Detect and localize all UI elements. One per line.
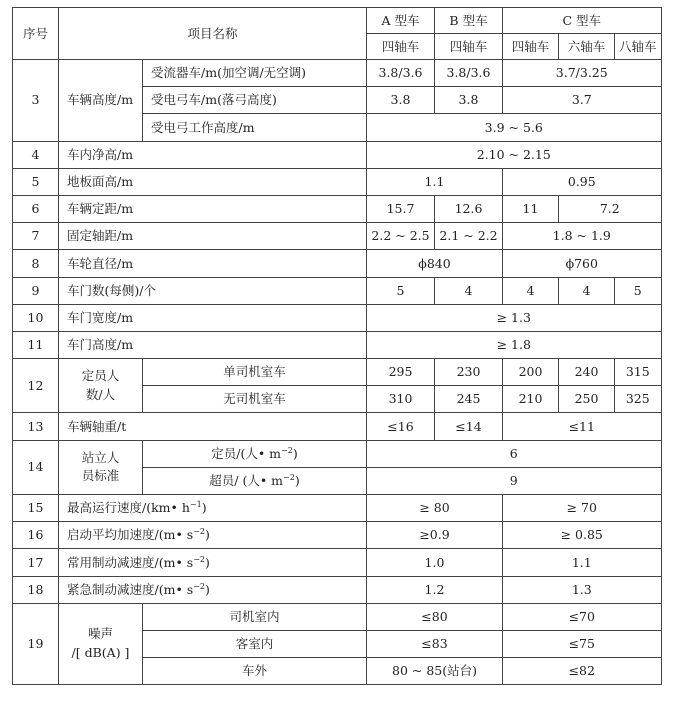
cell-value: 1.1: [503, 549, 662, 576]
cell-value: ≤75: [503, 630, 662, 657]
header-type-a: A 型车: [367, 8, 435, 34]
sub-label: 司机室内: [143, 603, 367, 630]
cell-value: 250: [559, 386, 615, 413]
header-seq: 序号: [13, 8, 59, 60]
row-label: 启动平均加速度/(m• $s^{-2}$): [59, 522, 367, 549]
cell-value: 310: [367, 386, 435, 413]
row-label-line-2: /[ dB(A) ]: [71, 645, 130, 661]
cell-value: 295: [367, 359, 435, 386]
cell-value: ≥ 80: [367, 495, 503, 522]
cell-value: 3.7: [503, 87, 662, 114]
table-row: [13, 250, 662, 277]
cell-value: ≥ 1.3: [367, 304, 662, 331]
table-row: [13, 331, 662, 358]
cell-value: 3.8: [435, 87, 503, 114]
table-row: [13, 576, 662, 603]
cell-value: 200: [503, 359, 559, 386]
cell-value: 9: [367, 467, 662, 494]
sub-label: 车外: [143, 658, 367, 685]
row-number: 12: [13, 359, 59, 413]
spec-table-container: [12, 7, 662, 685]
cell-value: 4: [559, 277, 615, 304]
cell-value: ≤83: [367, 630, 503, 657]
cell-value: ϕ760: [503, 250, 662, 277]
row-label-line-2: 员标准: [81, 468, 120, 484]
row-label-line-1: 站立人: [81, 449, 120, 465]
cell-value: ≤70: [503, 603, 662, 630]
sub-label: 无司机室车: [143, 386, 367, 413]
cell-value: 210: [503, 386, 559, 413]
cell-value: 245: [435, 386, 503, 413]
cell-value: 0.95: [503, 168, 662, 195]
cell-value: 230: [435, 359, 503, 386]
row-number: 10: [13, 304, 59, 331]
cell-value: ≤80: [367, 603, 503, 630]
sub-label: 客室内: [143, 630, 367, 657]
header-type-b: B 型车: [435, 8, 503, 34]
table-row: [13, 277, 662, 304]
cell-value: 1.1: [367, 168, 503, 195]
cell-value: 1.8 ~ 1.9: [503, 223, 662, 250]
row-label: 车门宽度/m: [59, 304, 367, 331]
cell-value: 3.8/3.6: [435, 60, 503, 87]
row-number: 5: [13, 168, 59, 195]
row-label: [59, 603, 143, 685]
row-label: 车轮直径/m: [59, 250, 367, 277]
row-label: [59, 440, 143, 494]
cell-value: 1.0: [367, 549, 503, 576]
row-label: 车辆定距/m: [59, 195, 367, 222]
row-number: 11: [13, 331, 59, 358]
cell-value: ϕ840: [367, 250, 503, 277]
table-row: [13, 495, 662, 522]
cell-value: 12.6: [435, 195, 503, 222]
table-row: [13, 522, 662, 549]
cell-value: ≤82: [503, 658, 662, 685]
row-number: 17: [13, 549, 59, 576]
cell-value: 2.1 ~ 2.2: [435, 223, 503, 250]
sub-label: 受电弓工作高度/m: [143, 114, 367, 141]
vehicle-spec-table: [12, 7, 662, 685]
row-number: 14: [13, 440, 59, 494]
cell-value: 15.7: [367, 195, 435, 222]
row-label: 车辆轴重/t: [59, 413, 367, 440]
row-number: 13: [13, 413, 59, 440]
cell-value: 6: [367, 440, 662, 467]
sub-label: 单司机室车: [143, 359, 367, 386]
cell-value: 3.8: [367, 87, 435, 114]
table-row: [13, 60, 662, 87]
row-number: 15: [13, 495, 59, 522]
table-row: [13, 359, 662, 386]
cell-value: ≥0.9: [367, 522, 503, 549]
table-row: [13, 141, 662, 168]
cell-value: 5: [367, 277, 435, 304]
row-number: 4: [13, 141, 59, 168]
row-label: 车辆高度/m: [59, 60, 143, 142]
header-c-six-axle: 六轴车: [559, 34, 615, 60]
header-a-four-axle: 四轴车: [367, 34, 435, 60]
row-label: 车内净高/m: [59, 141, 367, 168]
table-row: [13, 304, 662, 331]
header-type-c: C 型车: [503, 8, 662, 34]
table-row: [13, 195, 662, 222]
row-label: 地板面高/m: [59, 168, 367, 195]
table-row: [13, 603, 662, 630]
table-row: [13, 223, 662, 250]
sub-label: 受流器车/m(加空调/无空调): [143, 60, 367, 87]
row-label: [59, 359, 143, 413]
row-number: 18: [13, 576, 59, 603]
cell-value: 5: [615, 277, 662, 304]
cell-value: 11: [503, 195, 559, 222]
row-number: 6: [13, 195, 59, 222]
cell-value: 80 ~ 85(站台): [367, 658, 503, 685]
header-c-eight-axle: 八轴车: [615, 34, 662, 60]
header-row-1: [13, 8, 662, 34]
cell-value: ≤16: [367, 413, 435, 440]
row-label: 最高运行速度/(km• $h^{-1}$): [59, 495, 367, 522]
row-number: 7: [13, 223, 59, 250]
header-b-four-axle: 四轴车: [435, 34, 503, 60]
cell-value: ≥ 70: [503, 495, 662, 522]
cell-value: 7.2: [559, 195, 662, 222]
cell-value: ≤14: [435, 413, 503, 440]
table-row: [13, 549, 662, 576]
cell-value: 315: [615, 359, 662, 386]
cell-value: 1.2: [367, 576, 503, 603]
row-label: 常用制动减速度/(m• $s^{-2}$): [59, 549, 367, 576]
cell-value: 2.10 ~ 2.15: [367, 141, 662, 168]
sub-label: 定员/(人• $m^{-2}$): [143, 440, 367, 467]
cell-value: 325: [615, 386, 662, 413]
row-number: 19: [13, 603, 59, 685]
cell-value: 240: [559, 359, 615, 386]
row-number: 3: [13, 60, 59, 142]
cell-value: 1.3: [503, 576, 662, 603]
cell-value: 3.8/3.6: [367, 60, 435, 87]
cell-value: 4: [503, 277, 559, 304]
row-number: 9: [13, 277, 59, 304]
sub-label: 超员/ (人• $m^{-2}$): [143, 467, 367, 494]
row-label: 固定轴距/m: [59, 223, 367, 250]
row-label: 紧急制动减速度/(m• $s^{-2}$): [59, 576, 367, 603]
cell-value: 3.9 ~ 5.6: [367, 114, 662, 141]
row-number: 16: [13, 522, 59, 549]
row-label: 车门高度/m: [59, 331, 367, 358]
cell-value: ≥ 1.8: [367, 331, 662, 358]
row-label: 车门数(每侧)/个: [59, 277, 367, 304]
row-label-line-2: 数/人: [85, 386, 116, 402]
row-label-line-1: 噪声: [87, 626, 113, 642]
cell-value: ≥ 0.85: [503, 522, 662, 549]
cell-value: 4: [435, 277, 503, 304]
cell-value: 3.7/3.25: [503, 60, 662, 87]
sub-label: 受电弓车/m(落弓高度): [143, 87, 367, 114]
row-label-line-1: 定员人: [81, 368, 120, 383]
table-row: [13, 168, 662, 195]
table-row: [13, 413, 662, 440]
table-row: [13, 440, 662, 467]
cell-value: 2.2 ~ 2.5: [367, 223, 435, 250]
header-c-four-axle: 四轴车: [503, 34, 559, 60]
row-number: 8: [13, 250, 59, 277]
header-item-name: 项目名称: [59, 8, 367, 60]
cell-value: ≤11: [503, 413, 662, 440]
